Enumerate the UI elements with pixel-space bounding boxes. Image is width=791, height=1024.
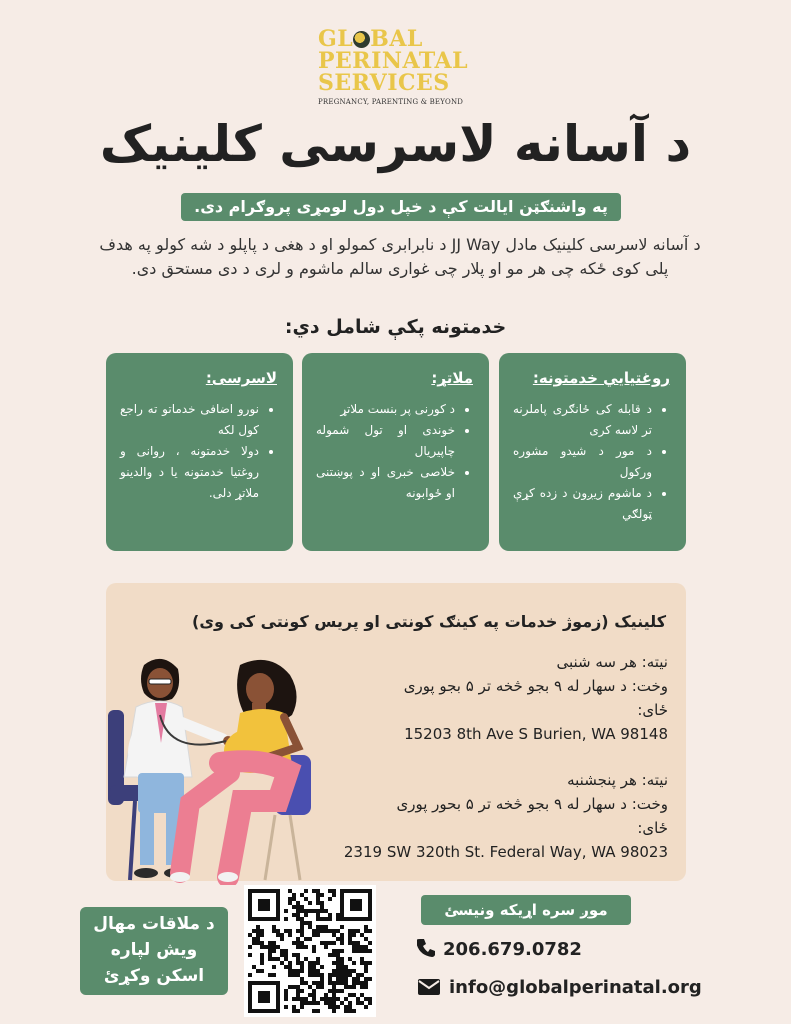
card-title: روغتیايي خدمتونه: xyxy=(532,369,670,387)
qr-code[interactable] xyxy=(244,885,376,1017)
location-1-address: 15203 8th Ave S Burien, WA 98148 xyxy=(404,725,668,743)
scan-line-3: اسکن وکړئ xyxy=(103,966,205,986)
location-2-time: وخت: د سهار له ۹ بجو څخه تر ۵ بحور پوری xyxy=(396,795,668,813)
location-2-day: نیته: هر پنجشنبه xyxy=(567,771,668,789)
location-2-place-label: ځای: xyxy=(637,819,668,837)
services-heading: خدمتونه پکې شامل دي: xyxy=(284,316,507,338)
scan-line-1: د ملاقات مهال xyxy=(93,914,215,934)
card-title: لاسرسی: xyxy=(205,369,277,387)
list-item: • د مور د شیدو مشوره ورکول xyxy=(513,441,652,483)
email-address[interactable]: info@globalperinatal.org xyxy=(449,977,702,998)
subtitle-banner: په واشنګټن ایالت کې د خپل دول لومړی پروګرام دی. xyxy=(181,193,621,221)
logo-text-perinatal: PERINATAL xyxy=(318,48,469,74)
phone-icon xyxy=(417,938,435,958)
intro-paragraph: د آسانه لاسرسی کلینیک مادل JJ Way د نابرابری کمولو او د هغی د پاپلو د شه کولو په هدف پلی کوی ځکه چی هر مو او پلار چی غواری سالم ماشوم و لری د دی مستحق دی. xyxy=(99,235,701,278)
globe-icon xyxy=(353,31,370,48)
list-item: • د کورنی پر بنست ملاتړ xyxy=(316,399,455,420)
location-1-day: نیته: هر سه شنبی xyxy=(556,653,668,671)
doctor-patient-illustration xyxy=(100,655,320,885)
logo-tagline: PREGNANCY, PARENTING & BEYOND xyxy=(318,98,464,106)
card-list xyxy=(513,399,670,525)
list-item: • خوندی او تول شموله چاپیریال xyxy=(316,420,455,462)
phone-row[interactable] xyxy=(417,938,582,960)
logo-text-bal: BAL xyxy=(370,26,423,52)
location-2-address: 2319 SW 320th St. Federal Way, WA 98023 xyxy=(343,843,668,861)
service-card-health xyxy=(499,353,686,551)
list-item: • د قابله کی ځانګری پاملرنه تر لاسه کری xyxy=(513,399,652,441)
clinic-location-2 xyxy=(300,768,668,864)
card-list xyxy=(120,399,277,504)
scan-line-2: ویش لپاره xyxy=(110,940,198,960)
list-item: • خلاصی خبری او د پوښتنی او ځوابونه xyxy=(316,462,455,504)
page-title: د آسانه لاسرسی کلینیک xyxy=(99,115,692,173)
list-item: • دولا خدمتونه ، روانی و روغتیا خدمتونه یا د والدینو ملاتړ دلی. xyxy=(120,441,259,504)
logo-text-services: SERVICES xyxy=(318,70,450,96)
list-item: • نورو اضافی خدماتو ته راجع کول لکه xyxy=(120,399,259,441)
scan-to-book-box xyxy=(80,907,228,995)
card-list xyxy=(316,399,473,504)
clinic-location-1 xyxy=(330,650,668,746)
logo xyxy=(318,28,478,110)
envelope-icon xyxy=(417,978,441,996)
clinic-title: کلینیک (زموژ خدمات په کینګ کونتی او پریس کونتی کی وی) xyxy=(192,612,666,631)
service-card-support xyxy=(302,353,489,551)
location-1-place-label: ځای: xyxy=(637,701,668,719)
phone-number[interactable]: 206.679.0782 xyxy=(443,939,582,960)
list-item: • د ماشوم زیږون د زده کړې ټولګي xyxy=(513,483,652,525)
location-1-time: وخت: د سهار له ۹ بجو څخه تر ۵ بجو پوری xyxy=(403,677,668,695)
logo-text-gl: GL xyxy=(318,26,354,52)
contact-heading: موږ سره اړیکه ونیسئ xyxy=(421,895,631,925)
email-row[interactable] xyxy=(417,977,702,998)
service-card-access xyxy=(106,353,293,551)
card-title: ملاتړ: xyxy=(431,369,473,387)
